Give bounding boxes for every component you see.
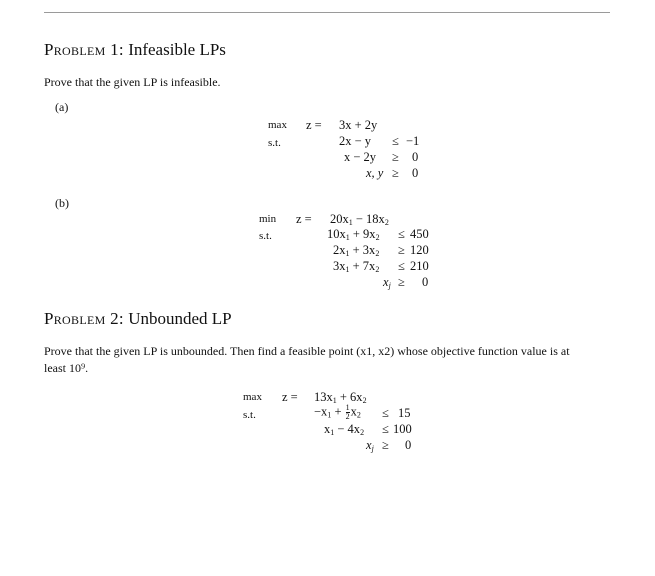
problem1-instruction: Prove that the given LP is infeasible. <box>44 75 221 89</box>
part-a-constraint-kw: s.t. <box>268 137 281 149</box>
part-a-c3-rhs: 0 <box>412 166 419 180</box>
part-a-c2-rel: ≥ <box>392 150 399 164</box>
part-b-c1-lhs: $10x_1 + 9x_2$ <box>327 227 380 242</box>
part-b-label: (b) <box>55 196 69 210</box>
problem2-objective-var: z = <box>282 390 298 404</box>
part-b-constraint-kw: s.t. <box>259 230 272 242</box>
part-a-objective-var: z = <box>306 118 322 132</box>
part-a-objective: 3x + 2y <box>339 118 378 132</box>
part-b-objective: $20x_1 - 18x_2$ <box>330 212 389 227</box>
part-b-c2-rhs: 120 <box>410 243 429 257</box>
problem2-instruction <box>44 343 624 377</box>
part-a-label: (a) <box>55 100 69 114</box>
part-a-c1-rhs: −1 <box>406 134 420 148</box>
problem2-c2-rel: ≤ <box>382 422 389 436</box>
problem1-heading-title: Infeasible LPs <box>128 40 226 59</box>
problem2-c1-lhs: $-x_1$ + $\frac{1}{2}$ $x_2$ <box>314 403 361 421</box>
problem1-heading-prefix: Problem 1: <box>44 40 124 59</box>
problem2-objective: $13x_1 + 6x_2$ <box>314 390 367 405</box>
problem2-c3-lhs: $x_j$ <box>366 438 374 453</box>
problem2-c2-lhs: $x_1 - 4x_2$ <box>324 422 365 437</box>
problem2-c1-rel: ≤ <box>382 406 389 420</box>
part-b-c2-lhs: $2x_1 + 3x_2$ <box>333 243 380 258</box>
part-a-c1-rel: ≤ <box>392 134 399 148</box>
part-b-c3-rel: ≤ <box>398 259 405 273</box>
problem2-instruction-line2: least 10⁹. <box>44 361 89 375</box>
part-a-objective-kw: max <box>268 119 287 131</box>
problem1-heading <box>44 40 226 60</box>
problem2-heading-title: Unbounded LP <box>128 309 232 328</box>
part-a-c3-rel: ≥ <box>392 166 399 180</box>
part-b-c2-rel: ≥ <box>398 243 405 257</box>
part-b-c4-rhs: 0 <box>422 275 429 289</box>
part-b-c1-rhs: 450 <box>410 227 429 241</box>
part-b-c1-rel: ≤ <box>398 227 405 241</box>
part-b-c3-rhs: 210 <box>410 259 429 273</box>
part-b-c4-rel: ≥ <box>398 275 405 289</box>
problem2-c3-rhs: 0 <box>405 438 412 452</box>
part-a-c2-rhs: 0 <box>412 150 419 164</box>
problem2-c1-rhs: 15 <box>398 406 411 420</box>
part-a-c1-lhs: 2x − y <box>339 134 372 148</box>
top-rule <box>44 12 610 13</box>
part-b-objective-var: z = <box>296 212 312 226</box>
problem2-heading-prefix: Problem 2: <box>44 309 124 328</box>
part-b-c3-lhs: $3x_1 + 7x_2$ <box>333 259 380 274</box>
half-fraction: $\frac{1}{2}$ <box>345 403 350 421</box>
problem2-objective-kw: max <box>243 391 262 403</box>
part-b-c4-lhs: $x_j$ <box>383 275 391 290</box>
problem2-heading <box>44 309 232 329</box>
problem2-constraint-kw: s.t. <box>243 409 256 421</box>
problem2-c3-rel: ≥ <box>382 438 389 452</box>
part-b-objective-kw: min <box>259 213 277 225</box>
part-a-c2-lhs: x − 2y <box>344 150 377 164</box>
problem2-instruction-line1: Prove that the given LP is unbounded. Then find a feasible point (x1, x2) whose objective function value is at <box>44 344 570 358</box>
part-a-c3-lhs: x, y <box>366 166 384 180</box>
problem2-c2-rhs: 100 <box>393 422 412 436</box>
